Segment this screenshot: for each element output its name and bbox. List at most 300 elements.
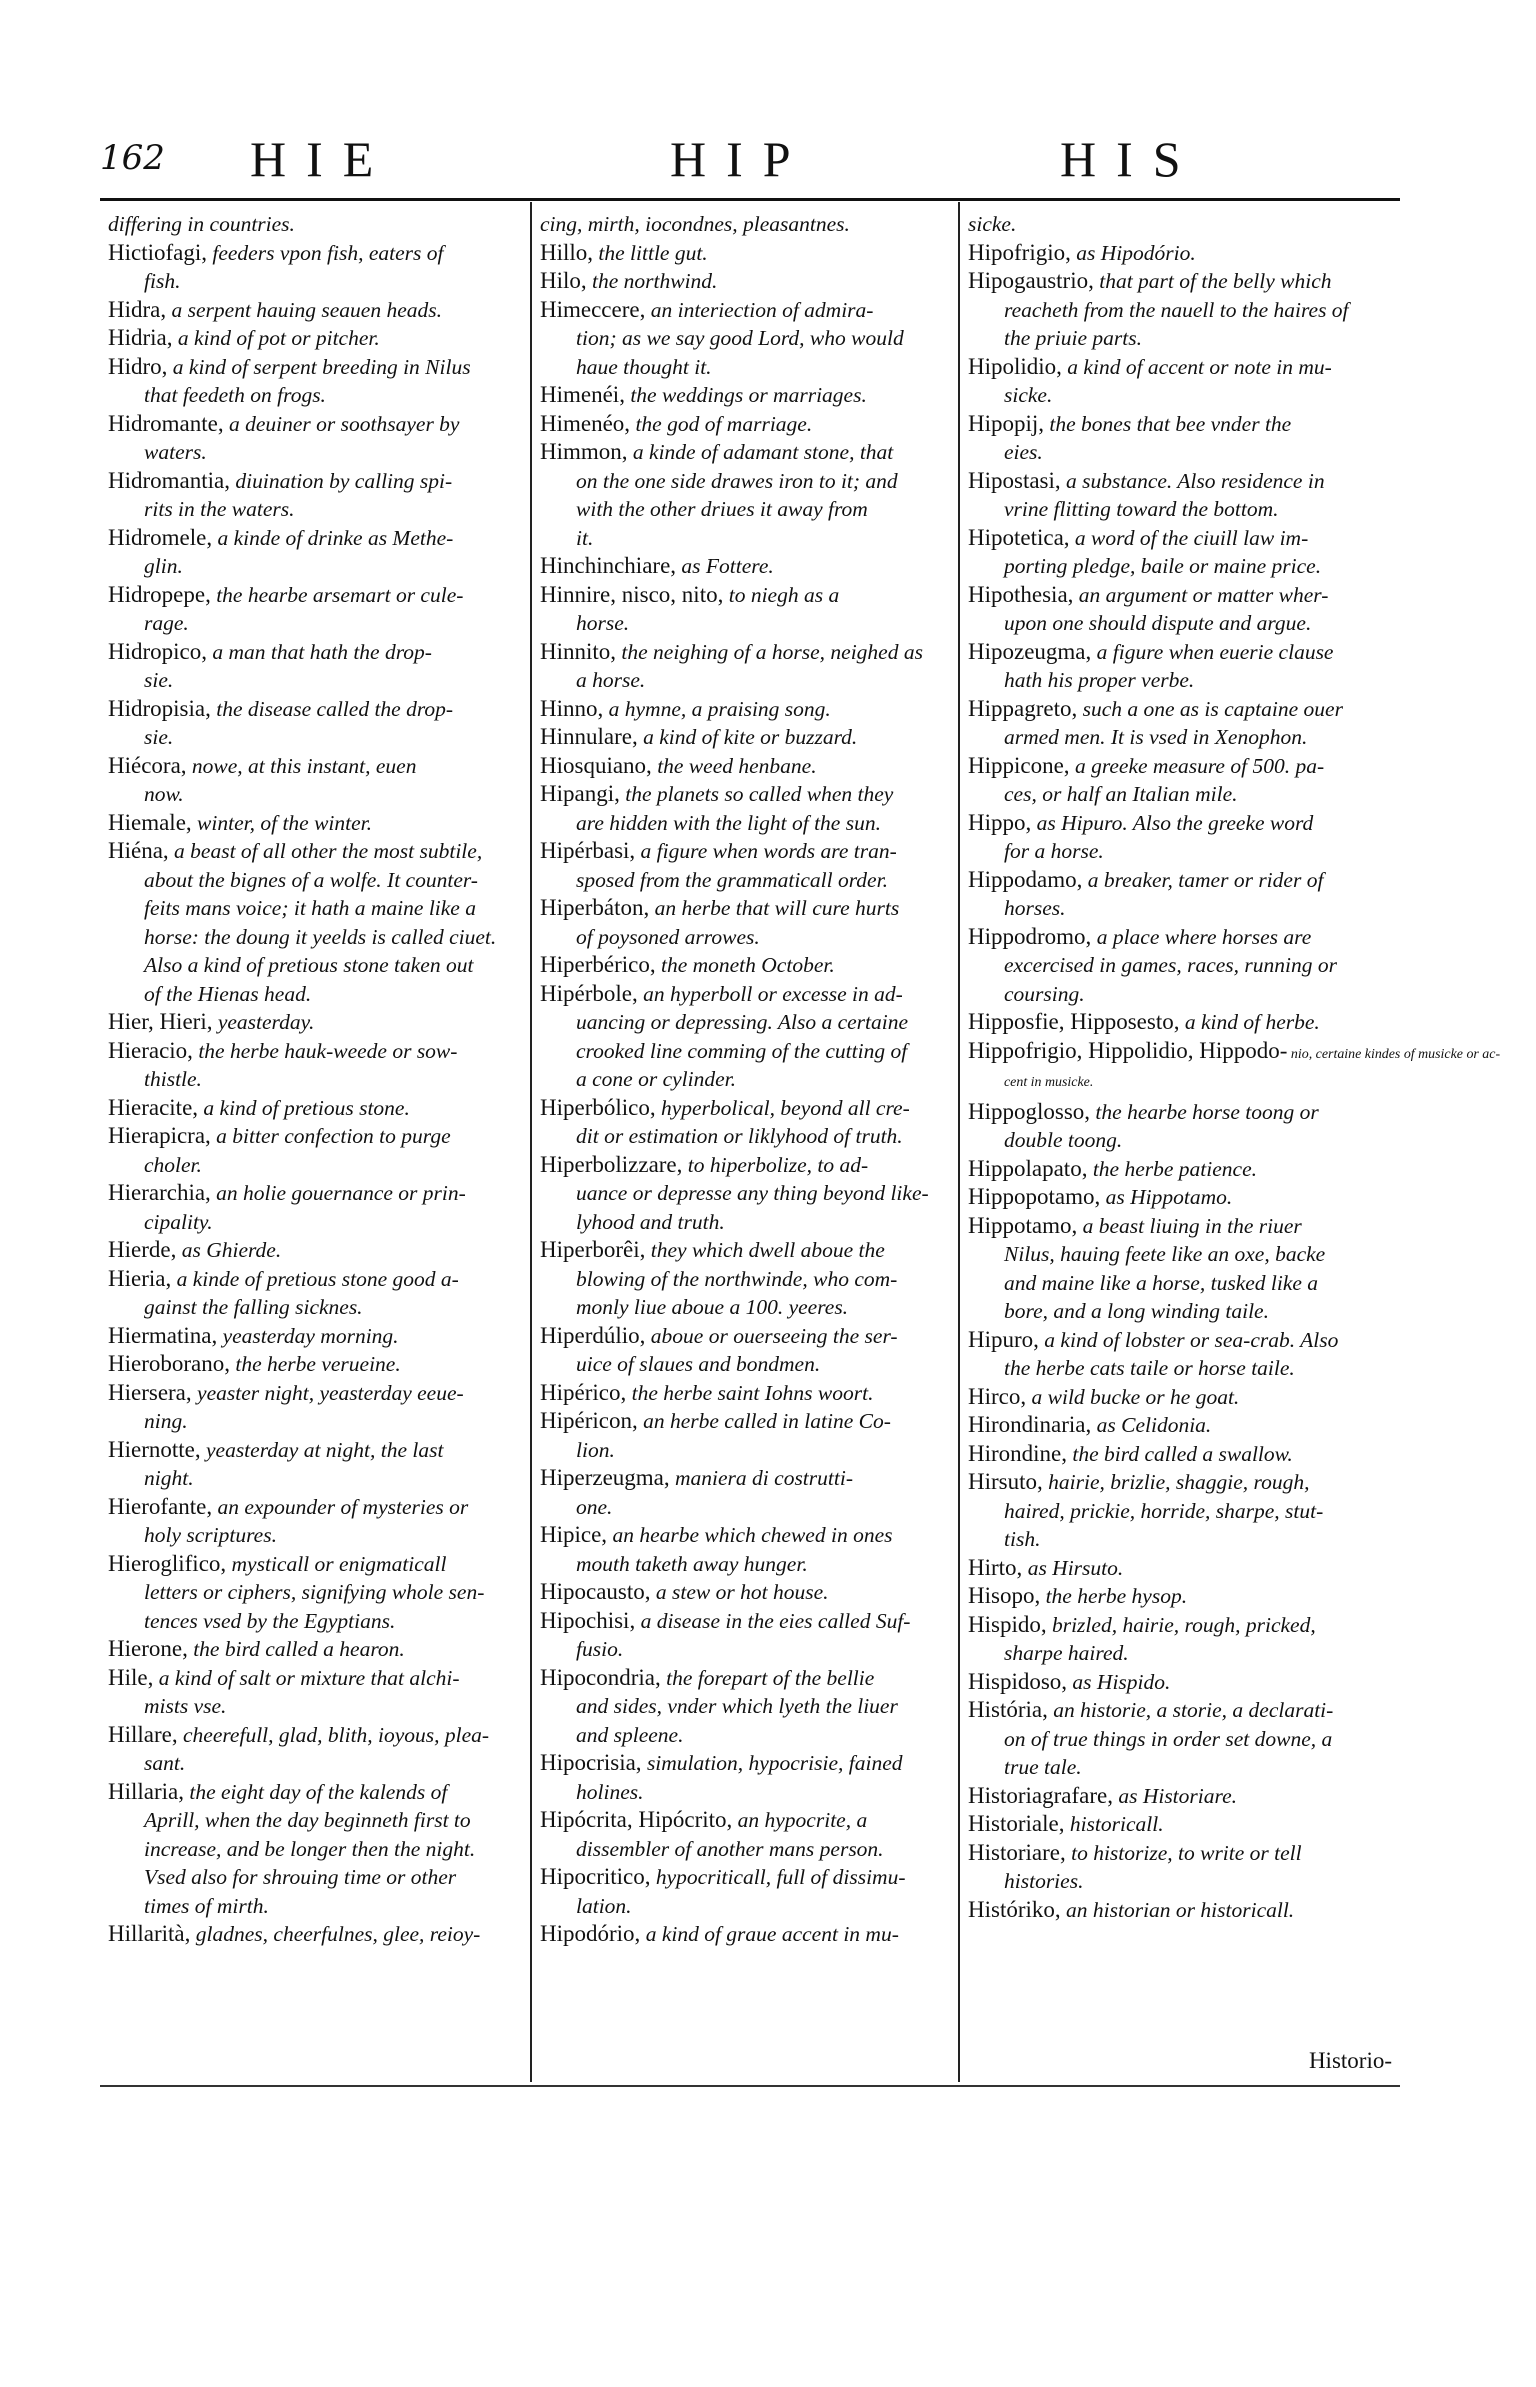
entry-definition-line: Vsed also for shrouing time or other — [144, 1865, 457, 1889]
entry-headword: Hidria, — [108, 325, 173, 350]
entry-headword: Hirondine, — [968, 1440, 1068, 1466]
entry-headword: Hiosquiano, — [540, 752, 652, 778]
entry-definition-line: night. — [144, 1466, 194, 1490]
entry-definition-line: ces, or half an Italian mile. — [1004, 782, 1238, 806]
entry-definition-line: the god of marriage. — [635, 411, 813, 436]
entry-headword: Hieria, — [108, 1265, 172, 1291]
entry-headword: Hipolidio, — [968, 353, 1062, 379]
dictionary-entry — [108, 1493, 528, 1550]
entry-headword: Hipocausto, — [540, 1579, 651, 1604]
dictionary-entry — [968, 866, 1388, 923]
entry-headword: Hiéna, — [108, 838, 169, 863]
page-number: 162 — [100, 138, 165, 178]
dictionary-entry — [108, 1635, 528, 1664]
dictionary-entry — [968, 1411, 1388, 1440]
entry-definition-line: yeaster night, yeasterday eeue- — [197, 1380, 464, 1405]
dictionary-entry — [108, 1037, 528, 1094]
entry-definition-line: the herbe cats taile or horse taile. — [1004, 1356, 1295, 1380]
entry-headword: Hipopij, — [968, 410, 1045, 436]
entry-headword: Hinno, — [540, 695, 604, 721]
entry-definition-line: maniera di costrutti- — [675, 1466, 853, 1490]
running-head-center: HIP — [670, 131, 811, 187]
entry-definition-line: waters. — [144, 440, 207, 464]
entry-headword: Hillarità, — [108, 1921, 191, 1946]
entry-definition-line: holy scriptures. — [144, 1523, 277, 1547]
entry-headword: Hipozeugma, — [968, 638, 1092, 664]
entry-definition-line: sicke. — [1004, 383, 1053, 407]
entry-headword: Hipostasi, — [968, 467, 1061, 493]
entry-definition-line: a wild bucke or he goat. — [1031, 1384, 1240, 1409]
entry-definition-line: the weddings or marriages. — [630, 383, 867, 407]
entry-definition-line: lion. — [576, 1437, 615, 1462]
dictionary-entry — [108, 1236, 528, 1265]
entry-headword: Hiemale, — [108, 809, 192, 835]
entry-definition-line: a figure when euerie clause — [1096, 639, 1334, 664]
dictionary-entry — [108, 752, 528, 809]
entry-headword: Hiersera, — [108, 1379, 192, 1405]
entry-definition-line: ning. — [144, 1409, 188, 1433]
entry-definition-line: as Hipodório. — [1076, 240, 1196, 265]
entry-headword: Hier, Hieri, — [108, 1009, 213, 1034]
dictionary-entry — [968, 239, 1388, 268]
entry-definition-line: the bird called a swallow. — [1072, 1441, 1293, 1466]
dictionary-entry — [968, 1554, 1388, 1583]
entry-headword: Hieroborano, — [108, 1351, 230, 1376]
dictionary-entry — [968, 524, 1388, 581]
entry-definition-line: a kind of pot or pitcher. — [177, 326, 380, 350]
column-right — [968, 210, 1501, 1924]
header-rule — [100, 198, 1400, 201]
entry-definition-line: an herbe called in latine Co- — [643, 1409, 891, 1433]
dictionary-entry — [540, 1521, 960, 1578]
entry-definition-line: an hypocrite, a — [737, 1808, 868, 1832]
entry-definition-line: an holie gouernance or prin- — [216, 1181, 466, 1205]
entry-headword: Hillare, — [108, 1721, 178, 1747]
entry-headword: Hipogaustrio, — [968, 268, 1094, 293]
entry-headword: Hippopotamo, — [968, 1184, 1101, 1209]
entry-headword: Hinchinchiare, — [540, 553, 677, 578]
entry-headword: Hierarchia, — [108, 1180, 211, 1205]
running-head-left: HIE — [250, 131, 394, 187]
entry-definition-line: increase, and be longer then the night. — [144, 1836, 476, 1861]
entry-definition-line: an historian or historicall. — [1066, 1897, 1295, 1922]
entry-headword: Hillo, — [540, 239, 594, 265]
dictionary-entry — [968, 1212, 1388, 1326]
entry-headword: Hipérbole, — [540, 980, 638, 1006]
entry-definition-line: horses. — [1004, 896, 1066, 920]
entry-definition-line: sicke. — [968, 212, 1017, 236]
dictionary-entry — [108, 410, 528, 467]
entry-definition-line: armed men. It is vsed in Xenophon. — [1004, 725, 1308, 749]
dictionary-entry — [540, 1578, 960, 1607]
entry-definition-line: to niegh as a — [728, 582, 840, 607]
dictionary-entry — [108, 1664, 528, 1721]
entry-headword: Hierapicra, — [108, 1123, 211, 1148]
dictionary-entry — [108, 210, 528, 239]
entry-definition-line: cent in musicke. — [1004, 1075, 1094, 1090]
entry-definition-line: holines. — [576, 1779, 644, 1804]
entry-headword: Hictiofagi, — [108, 239, 207, 265]
entry-definition-line: a hymne, a praising song. — [608, 696, 831, 721]
entry-headword: Hirondinaria, — [968, 1412, 1092, 1437]
entry-headword: Hipangi, — [540, 781, 620, 806]
entry-definition-line: tences vsed by the Egyptians. — [144, 1608, 396, 1633]
entry-definition-line: nio, certaine kindes of musicke or ac- — [1290, 1046, 1501, 1062]
dictionary-entry — [540, 552, 960, 581]
dictionary-entry — [108, 1778, 528, 1921]
entry-definition-line: feeders vpon fish, eaters of — [212, 240, 444, 265]
entry-definition-line: it. — [576, 525, 594, 550]
entry-definition-line: the herbe saint Iohns woort. — [631, 1380, 874, 1405]
entry-definition-line: blowing of the northwinde, who com- — [576, 1266, 898, 1291]
entry-definition-line: as Ghierde. — [181, 1238, 282, 1262]
entry-definition-line: horse. — [576, 611, 630, 635]
dictionary-entry — [540, 438, 960, 552]
entry-definition-line: rage. — [144, 611, 189, 635]
entry-definition-line: mists vse. — [144, 1694, 227, 1718]
entry-definition-line: a disease in the eies called Suf- — [640, 1608, 911, 1633]
dictionary-entry — [540, 837, 960, 894]
entry-definition-line: the herbe hysop. — [1045, 1584, 1188, 1608]
entry-definition-line: thistle. — [144, 1067, 202, 1091]
entry-definition-line: porting pledge, baile or maine price. — [1004, 554, 1322, 578]
entry-headword: Hidra, — [108, 296, 167, 322]
dictionary-entry — [968, 923, 1388, 1009]
entry-headword: Hippagreto, — [968, 695, 1078, 721]
entry-definition-line: such a one as is captaine ouer — [1082, 696, 1343, 721]
entry-headword: Hipéricon, — [540, 1408, 638, 1433]
entry-definition-line: glin. — [144, 554, 183, 578]
entry-definition-line: the priuie parts. — [1004, 326, 1142, 350]
dictionary-entry — [540, 1407, 960, 1464]
dictionary-entry — [968, 1668, 1388, 1697]
dictionary-entry — [540, 581, 960, 638]
entry-headword: Hisopo, — [968, 1583, 1041, 1608]
entry-headword: Hippoglosso, — [968, 1098, 1091, 1124]
entry-definition-line: a kind of graue accent in mu- — [645, 1922, 899, 1946]
dictionary-entry — [968, 695, 1388, 752]
entry-definition-line: a breaker, tamer or rider of — [1087, 867, 1324, 892]
entry-definition-line: yeasterday morning. — [222, 1323, 399, 1348]
dictionary-entry — [540, 1236, 960, 1322]
entry-definition-line: as Celidonia. — [1096, 1413, 1212, 1437]
entry-definition-line: a greeke measure of 500. pa- — [1074, 753, 1325, 778]
entry-definition-line: sie. — [144, 725, 174, 749]
dictionary-entry — [968, 581, 1388, 638]
entry-definition-line: tion; as we say good Lord, who would — [576, 326, 904, 350]
dictionary-entry — [968, 467, 1388, 524]
dictionary-entry — [968, 410, 1388, 467]
dictionary-entry — [108, 1550, 528, 1636]
column-middle — [540, 210, 960, 1949]
entry-headword: Históriko, — [968, 1896, 1061, 1922]
dictionary-entry — [108, 695, 528, 752]
entry-definition-line: dit or estimation or liklyhood of truth. — [576, 1124, 903, 1148]
entry-definition-line: uancing or depressing. Also a certaine — [576, 1010, 909, 1034]
entry-definition-line: a kind of herbe. — [1184, 1010, 1320, 1034]
entry-headword: Hipofrigio, — [968, 239, 1071, 265]
entry-definition-line: and sides, vnder which lyeth the liuer — [576, 1694, 898, 1718]
dictionary-entry — [968, 1782, 1388, 1811]
entry-definition-line: crooked line comming of the cutting of — [576, 1038, 908, 1063]
entry-headword: Himmon, — [540, 439, 628, 464]
entry-definition-line: a word of the ciuill law im- — [1074, 525, 1309, 550]
dictionary-page — [100, 130, 1501, 2220]
dictionary-entry — [108, 1094, 528, 1123]
entry-definition-line: a kind of kite or buzzard. — [643, 725, 858, 749]
dictionary-entry — [540, 1920, 960, 1949]
entry-definition-line: histories. — [1004, 1869, 1084, 1893]
entry-definition-line: to hiperbolize, to ad- — [687, 1152, 869, 1177]
entry-definition-line: a substance. Also residence in — [1066, 468, 1325, 493]
entry-definition-line: that feedeth on frogs. — [144, 383, 326, 407]
dictionary-entry — [108, 1436, 528, 1493]
entry-headword: Hipocrisia, — [540, 1750, 642, 1775]
entry-definition-line: letters or ciphers, signifying whole sen- — [144, 1580, 485, 1604]
dictionary-entry — [540, 752, 960, 781]
dictionary-entry — [540, 1607, 960, 1664]
entry-headword: Hipotetica, — [968, 524, 1070, 550]
entry-definition-line: a kinde of drinke as Methe- — [217, 525, 454, 550]
entry-headword: Hipérico, — [540, 1379, 627, 1405]
dictionary-entry — [108, 296, 528, 325]
entry-definition-line: fusio. — [576, 1637, 624, 1661]
dictionary-entry — [968, 809, 1388, 866]
entry-definition-line: the neighing of a horse, neighed as — [621, 639, 923, 664]
entry-definition-line: times of mirth. — [144, 1893, 269, 1918]
entry-definition-line: as Historiare. — [1118, 1783, 1237, 1808]
dictionary-entry — [968, 1326, 1388, 1383]
entry-headword: Historiare, — [968, 1839, 1066, 1865]
entry-definition-line: now. — [144, 782, 184, 806]
entry-definition-line: a serpent hauing seauen heads. — [171, 297, 443, 322]
dictionary-entry — [540, 1664, 960, 1750]
entry-definition-line: choler. — [144, 1152, 202, 1177]
entry-definition-line: lyhood and truth. — [576, 1209, 725, 1234]
entry-headword: Hipodório, — [540, 1921, 641, 1946]
entry-definition-line: feits mans voice; it hath a maine like a — [144, 896, 476, 920]
entry-headword: Hinnulare, — [540, 724, 638, 749]
dictionary-entry — [540, 1863, 960, 1920]
entry-definition-line: a beast liuing in the riuer — [1082, 1213, 1302, 1238]
dictionary-entry — [968, 210, 1388, 239]
entry-headword: Hierde, — [108, 1237, 177, 1262]
entry-definition-line: as Hippotamo. — [1105, 1185, 1233, 1209]
entry-definition-line: a horse. — [576, 668, 646, 692]
dictionary-entry — [108, 837, 528, 1008]
entry-definition-line: as Hirsuto. — [1027, 1555, 1124, 1580]
entry-definition-line: the bones that bee vnder the — [1049, 411, 1292, 436]
dictionary-entry — [540, 381, 960, 410]
entry-definition-line: of the Hienas head. — [144, 981, 312, 1006]
entry-headword: Hiermatina, — [108, 1322, 218, 1348]
entry-definition-line: a kind of accent or note in mu- — [1067, 354, 1332, 379]
entry-headword: Hieracio, — [108, 1037, 193, 1063]
entry-headword: Hiernotte, — [108, 1436, 201, 1462]
dictionary-entry — [968, 1839, 1388, 1896]
entry-definition-line: gainst the falling sicknes. — [144, 1295, 363, 1319]
entry-definition-line: monly liue aboue a 100. yeeres. — [576, 1295, 849, 1319]
entry-definition-line: the herbe patience. — [1092, 1156, 1257, 1181]
entry-headword: Hirto, — [968, 1554, 1023, 1580]
entry-definition-line: the forepart of the bellie — [666, 1665, 875, 1690]
entry-headword: Hiperzeugma, — [540, 1465, 670, 1490]
dictionary-entry — [968, 1037, 1501, 1098]
entry-headword: Hippofrigio, Hippolidio, Hippodo- — [968, 1037, 1288, 1063]
dictionary-entry — [108, 1008, 528, 1037]
dictionary-entry — [540, 267, 960, 296]
entry-headword: Hieroglifico, — [108, 1550, 227, 1576]
entry-headword: Hile, — [108, 1664, 154, 1690]
entry-headword: Hiperbáton, — [540, 895, 650, 920]
dictionary-entry — [540, 210, 960, 239]
dictionary-entry — [968, 1611, 1388, 1668]
dictionary-entry — [540, 951, 960, 980]
dictionary-entry — [540, 780, 960, 837]
entry-definition-line: a deuiner or soothsayer by — [228, 411, 460, 436]
entry-headword: Hipocondria, — [540, 1664, 661, 1690]
entry-headword: Hipérbasi, — [540, 838, 636, 863]
entry-definition-line: a cone or cylinder. — [576, 1067, 737, 1091]
entry-definition-line: for a horse. — [1004, 839, 1104, 863]
entry-headword: Hipothesia, — [968, 581, 1074, 607]
entry-definition-line: coursing. — [1004, 981, 1085, 1006]
entry-definition-line: and maine like a horse, tusked like a — [1004, 1270, 1319, 1295]
entry-definition-line: double toong. — [1004, 1128, 1123, 1152]
dictionary-entry — [968, 638, 1388, 695]
bottom-rule — [100, 2085, 1400, 2087]
entry-definition-line: mouth taketh away hunger. — [576, 1551, 808, 1576]
entry-headword: Hiperdúlio, — [540, 1322, 646, 1348]
dictionary-entry — [108, 809, 528, 838]
entry-headword: Hidropisia, — [108, 695, 211, 721]
entry-definition-line: a place where horses are — [1096, 924, 1312, 949]
entry-headword: Hippotamo, — [968, 1212, 1078, 1238]
entry-definition-line: a kind of serpent breeding in Nilus — [172, 354, 471, 379]
dictionary-entry — [968, 1896, 1388, 1925]
dictionary-entry — [968, 353, 1388, 410]
entry-headword: Historiagrafare, — [968, 1782, 1113, 1808]
page-header — [100, 130, 1400, 202]
entry-headword: Hidromante, — [108, 410, 224, 436]
entry-definition-line: lation. — [576, 1893, 632, 1918]
dictionary-entry — [968, 1155, 1388, 1184]
entry-definition-line: the moneth October. — [660, 953, 835, 977]
entry-definition-line: the hearbe horse toong or — [1095, 1099, 1319, 1124]
entry-headword: Hinnire, nisco, nito, — [540, 581, 724, 607]
entry-headword: Historiale, — [968, 1811, 1065, 1836]
entry-definition-line: a beast of all other the most subtile, — [174, 839, 483, 863]
entry-definition-line: bore, and a long winding taile. — [1004, 1299, 1269, 1323]
entry-headword: Hipuro, — [968, 1326, 1039, 1352]
entry-headword: Hipposfie, Hipposesto, — [968, 1009, 1180, 1034]
entry-definition-line: an herbe that will cure hurts — [654, 896, 900, 920]
entry-headword: Hiperbolizzare, — [540, 1151, 683, 1177]
dictionary-entry — [968, 1440, 1388, 1469]
dictionary-entry — [540, 695, 960, 724]
entry-headword: Hippodamo, — [968, 866, 1083, 892]
entry-definition-line: the herbe hauk-weede or sow- — [198, 1038, 458, 1063]
column-divider — [530, 202, 532, 2082]
entry-definition-line: a kind of pretious stone. — [203, 1095, 410, 1120]
dictionary-entry — [108, 1179, 528, 1236]
dictionary-entry — [540, 638, 960, 695]
entry-definition-line: the bird called a hearon. — [193, 1637, 405, 1661]
dictionary-entry — [968, 1810, 1388, 1839]
entry-definition-line: Also a kind of pretious stone taken out — [144, 953, 474, 977]
entry-definition-line: dissembler of another mans person. — [576, 1836, 884, 1861]
entry-definition-line: one. — [576, 1494, 613, 1519]
entry-definition-line: as Hipuro. Also the greeke word — [1036, 810, 1314, 835]
entry-definition-line: hypocriticall, full of dissimu- — [655, 1865, 906, 1889]
dictionary-entry — [540, 296, 960, 382]
entry-definition-line: cheerefull, glad, blith, ioyous, plea- — [182, 1722, 490, 1747]
dictionary-entry — [108, 1379, 528, 1436]
entry-definition-line: the hearbe arsemart or cule- — [216, 582, 464, 607]
entry-definition-line: historicall. — [1069, 1812, 1164, 1836]
entry-definition-line: the weed henbane. — [657, 753, 817, 778]
entry-headword: Hispido, — [968, 1611, 1047, 1637]
entry-definition-line: the disease called the drop- — [216, 696, 454, 721]
entry-headword: Hidromantia, — [108, 467, 230, 493]
entry-headword: Himeccere, — [540, 296, 646, 322]
entry-definition-line: haue thought it. — [576, 354, 712, 379]
entry-headword: Hipochisi, — [540, 1607, 636, 1633]
dictionary-entry — [108, 1920, 528, 1949]
dictionary-entry — [968, 1383, 1388, 1412]
entry-headword: Hilo, — [540, 268, 587, 293]
entry-headword: Hipice, — [540, 1522, 608, 1547]
entry-definition-line: as Hispido. — [1072, 1669, 1171, 1694]
entry-definition-line: Nilus, hauing feete like an oxe, backe — [1004, 1242, 1326, 1266]
entry-definition-line: hyperbolical, beyond all cre- — [660, 1095, 910, 1120]
dictionary-entry — [968, 1582, 1388, 1611]
entry-headword: Hippolapato, — [968, 1155, 1088, 1181]
entry-definition-line: eies. — [1004, 440, 1043, 464]
entry-definition-line: the little gut. — [598, 240, 708, 265]
entry-headword: Hidro, — [108, 353, 168, 379]
entry-definition-line: gladnes, cheerfulnes, glee, reioy- — [195, 1922, 481, 1946]
entry-definition-line: Aprill, when the day beginneth first to — [144, 1808, 471, 1832]
entry-definition-line: with the other driues it away from — [576, 497, 868, 521]
dictionary-entry — [968, 267, 1388, 353]
entry-definition-line: on the one side drawes iron to it; and — [576, 468, 898, 493]
dictionary-entry — [968, 1008, 1388, 1037]
entry-headword: Hipocritico, — [540, 1864, 651, 1889]
entry-definition-line: an interiection of admira- — [650, 297, 874, 322]
entry-definition-line: the eight day of the kalends of — [189, 1779, 448, 1804]
entry-definition-line: an argument or matter wher- — [1078, 582, 1329, 607]
entry-definition-line: an historie, a storie, a declarati- — [1053, 1698, 1334, 1722]
entry-headword: Hidropepe, — [108, 581, 211, 607]
dictionary-entry — [968, 1468, 1388, 1554]
entry-definition-line: diuination by calling spi- — [235, 468, 453, 493]
dictionary-entry — [540, 723, 960, 752]
dictionary-entry — [108, 1122, 528, 1179]
entry-headword: Hierofante, — [108, 1493, 213, 1519]
dictionary-entry — [108, 1721, 528, 1778]
entry-headword: Hillaria, — [108, 1778, 184, 1804]
entry-definition-line: winter, of the winter. — [197, 810, 373, 835]
entry-definition-line: vrine flitting toward the bottom. — [1004, 497, 1279, 521]
dictionary-entry — [540, 239, 960, 268]
entry-definition-line: they which dwell aboue the — [650, 1238, 885, 1262]
dictionary-entry — [540, 1749, 960, 1806]
entry-headword: Hieracite, — [108, 1094, 199, 1120]
dictionary-entry — [540, 1806, 960, 1863]
entry-definition-line: true tale. — [1004, 1755, 1082, 1779]
dictionary-entry — [108, 467, 528, 524]
